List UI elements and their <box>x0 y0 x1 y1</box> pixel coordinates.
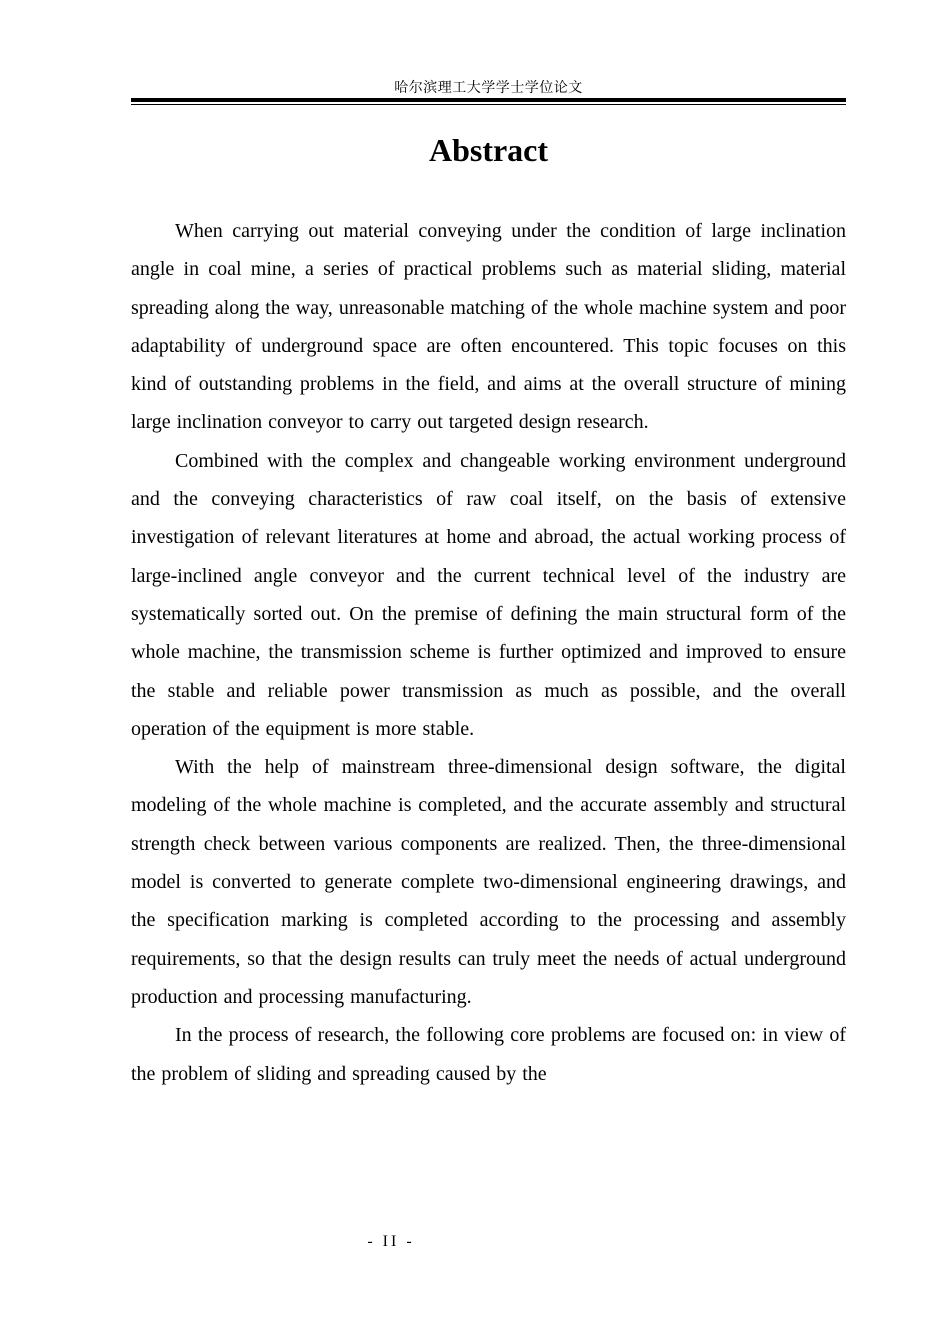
header-rule-thick <box>131 98 846 102</box>
abstract-paragraph-3: With the help of mainstream three-dimensional design software, the digital modeling of the whole machine is completed, and the accurate assembly and structural strength check between various components are realized. Then, the three-dimensional model is converted to generate complete two-dimensional engineering drawings, and the specification marking is completed according to the processing and assembly requirements, so that the design results can truly meet the needs of actual underground production and processing manufacturing. <box>131 756 846 1008</box>
abstract-body <box>131 212 846 1093</box>
page-number: - II - <box>367 1233 415 1250</box>
abstract-paragraph-1: When carrying out material conveying under the condition of large inclination angle in coal mine, a series of practical problems such as material sliding, material spreading along the way, unreasonable matching of the whole machine system and poor adaptability of underground space are often encountered. This topic focuses on this kind of outstanding problems in the field, and aims at the overall structure of mining large inclination conveyor to carry out targeted design research. <box>131 220 846 434</box>
running-header: 哈尔滨理工大学学士学位论文 <box>394 80 583 96</box>
header-rule-thin <box>131 104 846 105</box>
abstract-paragraph-4: In the process of research, the following core problems are focused on: in view of the problem of sliding and spreading caused by the <box>131 1024 846 1085</box>
abstract-paragraph-2: Combined with the complex and changeable working environment underground and the conveying characteristics of raw coal itself, on the basis of extensive investigation of relevant literatures at home and abroad, the actual working process of large-inclined angle conveyor and the current technical level of the industry are systematically sorted out. On the premise of defining the main structural form of the whole machine, the transmission scheme is further optimized and improved to ensure the stable and reliable power transmission as much as possible, and the overall operation of the equipment is more stable. <box>131 449 846 740</box>
page-title: Abstract <box>428 132 549 168</box>
